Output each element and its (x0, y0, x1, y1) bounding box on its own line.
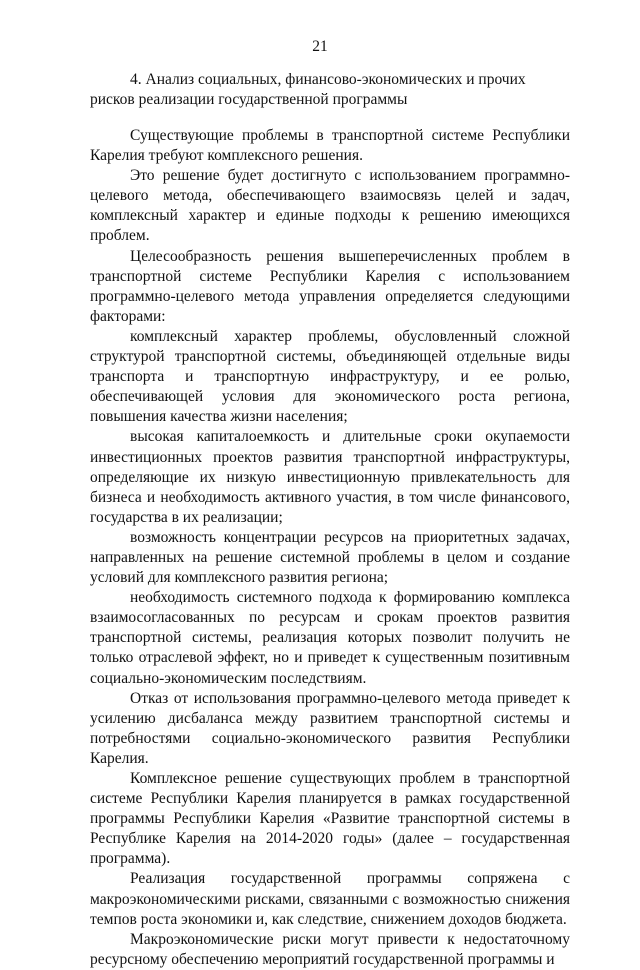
document-body (90, 126, 570, 970)
paragraph: Комплексное решение существующих проблем в транспортной системе Республики Карелия планируется в рамках государственной программы Республики Карелия «Развитие транспортной системы в Республике Карелия на 2014-2020 годы» (далее – государственная программа). (90, 770, 570, 868)
paragraph: необходимость системного подхода к формированию комплекса взаимосогласованных по ресурсам и срокам проектов развития транспортной системы, реализация которых позволит получить не только отраслевой эффект, но и приведет к существенным позитивным социально-экономическим последствиям. (90, 589, 570, 687)
paragraph: высокая капиталоемкость и длительные сроки окупаемости инвестиционных проектов развития транспортной инфраструктуры, определяющие их низкую инвестиционную привлекательность для бизнеса и необходимость активного участия, в том числе финансового, государства в их реализации; (90, 428, 570, 526)
paragraph: комплексный характер проблемы, обусловленный сложной структурой транспортной системы, объединяющей отдельные виды транспорта и транспортную инфраструктуру, и ее ролью, обеспечивающей условия для экономического роста региона, повышения качества жизни населения; (90, 327, 570, 426)
paragraph: Существующие проблемы в транспортной системе Республики Карелия требуют комплексного решения. (90, 127, 570, 165)
paragraph: Реализация государственной программы сопряжена с макроэкономическими рисками, связанными с возможностью снижения темпов роста экономики и, как следствие, снижением доходов бюджета. (90, 870, 570, 928)
paragraph: Отказ от использования программно-целевого метода приведет к усилению дисбаланса между развитием транспортной системы и потребностями социально-экономического развития Республики Карелия. (90, 689, 570, 767)
page-number: 21 (312, 38, 328, 55)
section-heading: 4. Анализ социальных, финансово-экономических и прочих рисков реализации государственной программы (90, 71, 526, 109)
paragraph: Макроэкономические риски могут привести к недостаточному ресурсному обеспечению мероприятий государственной программы и (90, 930, 570, 968)
paragraph: Это решение будет достигнуто с использованием программно-целевого метода, обеспечивающего взаимосвязь целей и задач, комплексный характер и единые подходы к решению имеющихся проблем. (90, 167, 570, 245)
paragraph: возможность концентрации ресурсов на приоритетных задачах, направленных на решение системной проблемы в целом и создание условий для комплексного развития региона; (90, 528, 570, 587)
paragraph: Целесообразность решения вышеперечисленных проблем в транспортной системе Республики Карелия с использованием программно-целевого метода управления определяется следующими факторами: (90, 247, 570, 325)
